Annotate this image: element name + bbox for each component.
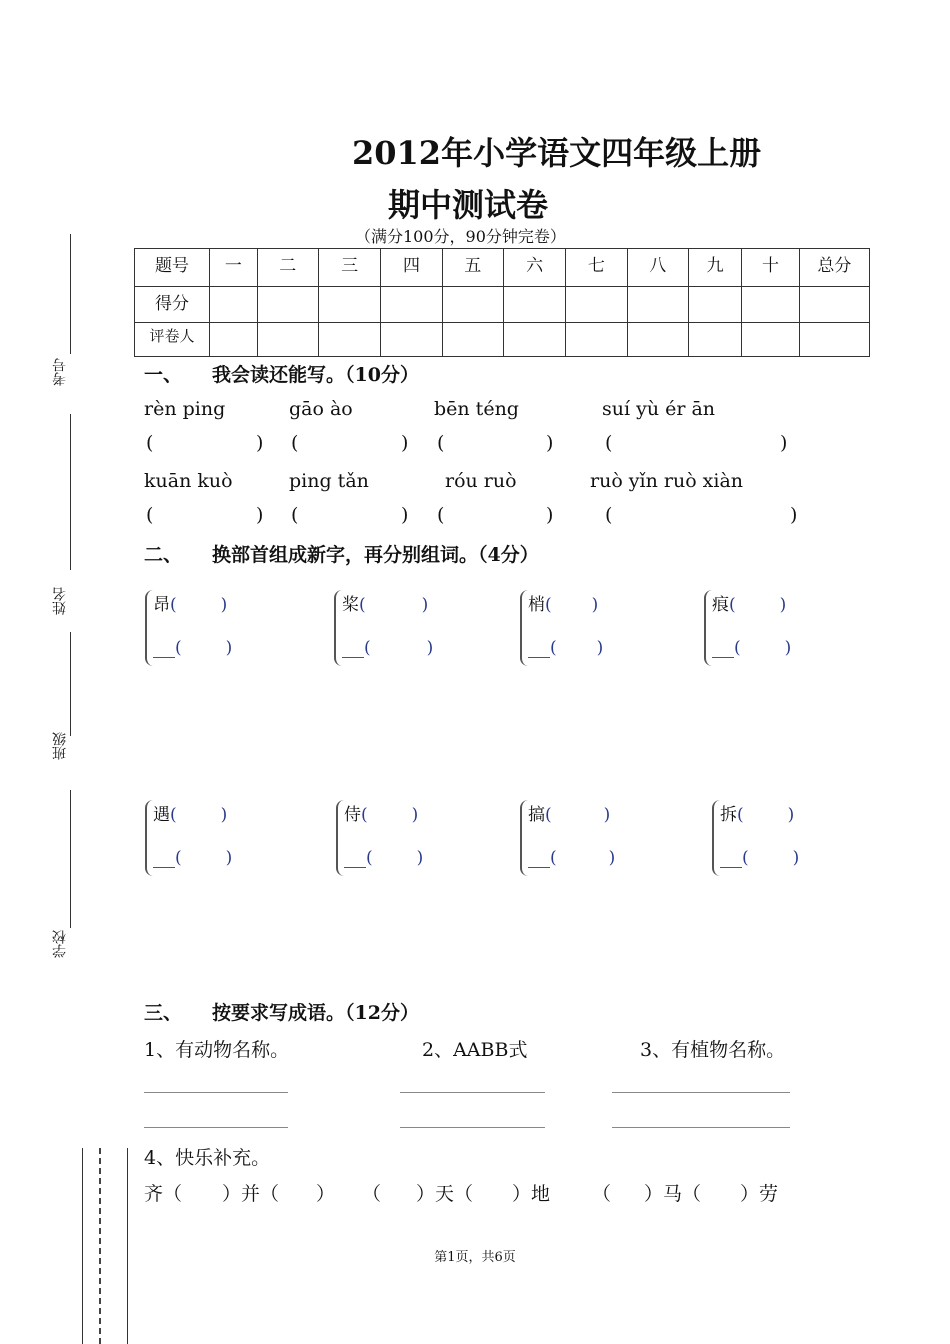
answer-paren-open: ( — [146, 432, 154, 454]
idiom-prompt-plants: 3、有植物名称。 — [640, 1039, 786, 1061]
idiom-fill-part: （ — [592, 1183, 612, 1205]
answer-paren-open: ( — [437, 432, 445, 454]
grader-cell[interactable] — [742, 323, 799, 357]
grader-cell[interactable] — [688, 323, 741, 357]
given-char: 梢 — [528, 595, 545, 615]
paren-open: ( — [550, 848, 557, 868]
idiom-prompt-animals: 1、有动物名称。 — [144, 1039, 290, 1061]
pinyin-item: gāo ào — [289, 398, 353, 420]
answer-paren-open: ( — [291, 432, 299, 454]
answer-paren-close: ) — [401, 504, 409, 526]
paren-close: ) — [220, 595, 228, 615]
section-1-number: 一、 — [144, 364, 183, 386]
paren-close: ) — [421, 595, 429, 615]
section-3-title: 按要求写成语。（12分） — [212, 1002, 419, 1024]
score-cell[interactable] — [503, 287, 565, 323]
paren-open: ( — [359, 595, 366, 615]
grader-cell[interactable] — [799, 323, 869, 357]
binding-line-2 — [70, 414, 71, 570]
given-char: 侍 — [344, 805, 361, 825]
section-1-heading — [144, 360, 419, 387]
pinyin-item: kuān kuò — [144, 470, 233, 492]
paren-open: ( — [742, 848, 749, 868]
grader-cell[interactable] — [566, 323, 627, 357]
paren-open: ( — [737, 805, 744, 825]
score-cell[interactable] — [566, 287, 627, 323]
answer-paren-open: ( — [437, 504, 445, 526]
score-table — [134, 248, 870, 357]
header-cell: 题号 — [135, 249, 210, 287]
given-char: 搞 — [528, 805, 545, 825]
score-cell[interactable] — [627, 287, 688, 323]
paren-open: ( — [170, 805, 177, 825]
pinyin-item: bēn téng — [434, 398, 519, 420]
answer-line[interactable] — [144, 1127, 288, 1128]
grader-cell[interactable] — [627, 323, 688, 357]
paren-open: ( — [545, 805, 552, 825]
score-cell[interactable] — [381, 287, 442, 323]
new-char-blank[interactable] — [528, 639, 550, 658]
idiom-fill-part: 齐（ — [144, 1183, 183, 1205]
radical-exercise — [145, 800, 255, 880]
pinyin-item: róu ruò — [445, 470, 517, 492]
score-cell[interactable] — [742, 287, 799, 323]
header-cell: 七 — [566, 249, 627, 287]
radical-exercise — [520, 590, 630, 670]
binding-line-1 — [70, 234, 71, 354]
idiom-fill-part: ）马（ — [644, 1183, 702, 1205]
answer-line[interactable] — [144, 1092, 288, 1093]
answer-line[interactable] — [400, 1092, 545, 1093]
answer-paren-open: ( — [291, 504, 299, 526]
radical-exercise — [334, 590, 444, 670]
answer-paren-close: ) — [256, 432, 264, 454]
answer-paren-close: ) — [790, 504, 798, 526]
paren-close: ) — [608, 848, 616, 868]
paren-close: ) — [787, 805, 795, 825]
pinyin-item: ping tǎn — [289, 470, 369, 492]
paren-close: ) — [779, 595, 787, 615]
paren-open: ( — [550, 638, 557, 658]
radical-exercise — [336, 800, 446, 880]
new-char-blank[interactable] — [153, 639, 175, 658]
binding-line-3 — [70, 632, 71, 736]
header-cell: 八 — [627, 249, 688, 287]
score-cell[interactable] — [799, 287, 869, 323]
exam-number-label: 考号 — [52, 358, 68, 386]
grader-row — [135, 323, 870, 357]
new-char-blank[interactable] — [344, 849, 366, 868]
idiom-fill-part: ）天（ — [416, 1183, 474, 1205]
paren-close: ) — [411, 805, 419, 825]
paren-close: ) — [426, 638, 434, 658]
radical-exercise — [145, 590, 255, 670]
answer-paren-open: ( — [146, 504, 154, 526]
paren-close: ) — [225, 848, 233, 868]
header-cell: 五 — [442, 249, 503, 287]
binding-line-4 — [70, 790, 71, 928]
idiom-fill-prompt: 4、快乐补充。 — [144, 1147, 271, 1169]
paren-open: ( — [175, 638, 182, 658]
exam-info: （满分100分，90分钟完卷） — [355, 227, 566, 246]
header-cell: 总分 — [799, 249, 869, 287]
idiom-prompt-aabb: 2、AABB式 — [422, 1039, 528, 1061]
header-cell: 十 — [742, 249, 799, 287]
new-char-blank[interactable] — [720, 849, 742, 868]
answer-paren-close: ) — [401, 432, 409, 454]
grader-row-label: 评卷人 — [135, 323, 210, 357]
header-cell: 二 — [257, 249, 318, 287]
paren-close: ) — [220, 805, 228, 825]
idiom-fill-part: ）劳 — [740, 1183, 779, 1205]
answer-paren-close: ) — [780, 432, 788, 454]
score-cell[interactable] — [318, 287, 380, 323]
section-2-number: 二、 — [144, 544, 183, 566]
section-1-title: 我会读还能写。（10分） — [212, 364, 419, 386]
class-label: 班级 — [52, 732, 68, 760]
header-cell: 九 — [688, 249, 741, 287]
pinyin-item: suí yù ér ān — [602, 398, 716, 420]
answer-paren-close: ) — [546, 504, 554, 526]
paren-open: ( — [729, 595, 736, 615]
paren-close: ) — [416, 848, 424, 868]
grader-cell[interactable] — [210, 323, 258, 357]
name-label: 姓名 — [52, 587, 68, 615]
page-number: 第1页，共6页 — [434, 1250, 516, 1265]
section-3-number: 三、 — [144, 1002, 183, 1024]
new-char-blank[interactable] — [342, 639, 364, 658]
header-cell: 四 — [381, 249, 442, 287]
score-table-header-row — [135, 249, 870, 287]
header-cell: 三 — [318, 249, 380, 287]
idiom-fill-part: ）并（ — [222, 1183, 280, 1205]
page-title-line2: 期中测试卷 — [388, 186, 549, 224]
idiom-fill-part: ） — [316, 1183, 336, 1205]
answer-paren-close: ) — [546, 432, 554, 454]
grader-cell[interactable] — [257, 323, 318, 357]
paren-close: ) — [225, 638, 233, 658]
paren-open: ( — [366, 848, 373, 868]
paren-open: ( — [545, 595, 552, 615]
grader-cell[interactable] — [318, 323, 380, 357]
school-label: 学校 — [52, 930, 68, 958]
score-cell[interactable] — [688, 287, 741, 323]
score-cell[interactable] — [210, 287, 258, 323]
paren-open: ( — [175, 848, 182, 868]
score-row-label: 得分 — [135, 287, 210, 323]
paren-close: ) — [784, 638, 792, 658]
answer-line[interactable] — [612, 1092, 790, 1093]
paren-open: ( — [364, 638, 371, 658]
page-title: 2012年小学语文四年级上册 — [352, 134, 762, 172]
given-char: 痕 — [712, 595, 729, 615]
radical-exercise — [704, 590, 814, 670]
header-cell: 一 — [210, 249, 258, 287]
given-char: 昂 — [153, 595, 170, 615]
paren-close: ) — [603, 805, 611, 825]
grader-cell[interactable] — [381, 323, 442, 357]
answer-paren-close: ) — [256, 504, 264, 526]
grader-cell[interactable] — [442, 323, 503, 357]
answer-paren-open: ( — [605, 504, 613, 526]
paren-close: ) — [596, 638, 604, 658]
idiom-fill-part: （ — [362, 1183, 382, 1205]
score-cell[interactable] — [442, 287, 503, 323]
answer-line[interactable] — [612, 1127, 790, 1128]
given-char: 桨 — [342, 595, 359, 615]
answer-paren-open: ( — [605, 432, 613, 454]
pinyin-item: rèn ping — [144, 398, 226, 420]
new-char-blank[interactable] — [528, 849, 550, 868]
given-char: 拆 — [720, 805, 737, 825]
paren-close: ) — [792, 848, 800, 868]
paren-open: ( — [734, 638, 741, 658]
pinyin-item: ruò yǐn ruò xiàn — [590, 470, 744, 492]
paren-close: ) — [591, 595, 599, 615]
header-cell: 六 — [503, 249, 565, 287]
radical-exercise — [712, 800, 822, 880]
section-2-title: 换部首组成新字，再分别组词。（4分） — [212, 544, 539, 566]
grader-cell[interactable] — [503, 323, 565, 357]
paren-open: ( — [361, 805, 368, 825]
given-char: 遇 — [153, 805, 170, 825]
new-char-blank[interactable] — [153, 849, 175, 868]
paren-open: ( — [170, 595, 177, 615]
section-3-heading — [144, 998, 419, 1025]
idiom-fill-part: ）地 — [512, 1183, 551, 1205]
score-row — [135, 287, 870, 323]
score-cell[interactable] — [257, 287, 318, 323]
answer-line[interactable] — [400, 1127, 545, 1128]
section-2-heading — [144, 540, 539, 567]
radical-exercise — [520, 800, 630, 880]
new-char-blank[interactable] — [712, 639, 734, 658]
